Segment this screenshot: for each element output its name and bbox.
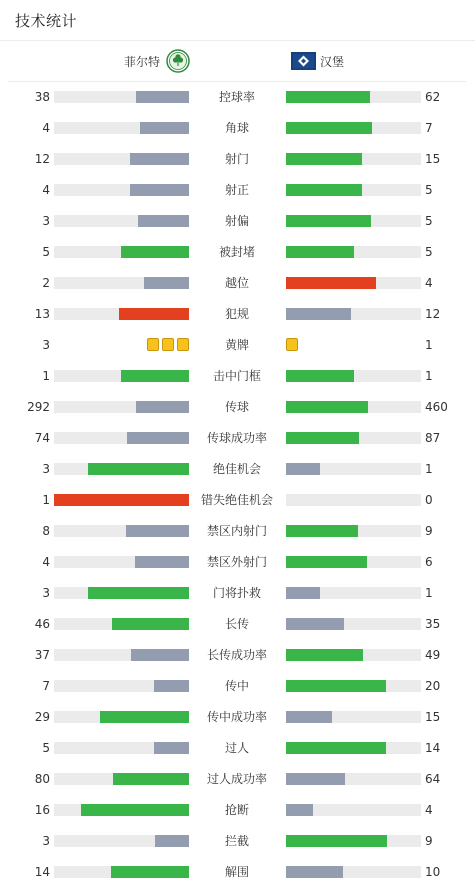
stat-row: [0, 81, 475, 112]
yellow-card-icon: [177, 338, 189, 351]
away-bar-track: [286, 804, 421, 816]
away-stat-value: 5: [425, 245, 433, 259]
home-bar-fill: [121, 246, 189, 258]
away-bar-track: [286, 308, 421, 320]
stats-list: [0, 81, 475, 887]
away-bar-fill: [286, 742, 386, 754]
home-bar-fill: [81, 804, 189, 816]
away-bar-track: [286, 122, 421, 134]
away-bar-fill: [286, 618, 344, 630]
home-stat-value: 7: [42, 679, 50, 693]
stat-row: [0, 329, 475, 360]
stat-row: [0, 360, 475, 391]
home-stat-value: 3: [42, 586, 50, 600]
stat-label: 抢断: [224, 803, 249, 817]
away-stat-value: 64: [425, 772, 441, 786]
stat-label: 长传: [224, 617, 249, 631]
yellow-card-icon: [286, 338, 298, 351]
away-stat-value: 7: [425, 121, 433, 135]
away-bar-track: [286, 370, 421, 382]
home-bar-fill: [131, 649, 189, 661]
home-bar-track: [54, 835, 189, 847]
home-bar-track: [54, 308, 189, 320]
away-bar-fill: [286, 773, 345, 785]
away-stat-value: 6: [425, 555, 433, 569]
title-bar: [0, 0, 475, 41]
home-stat-value: 4: [42, 183, 50, 197]
stat-label: 过人: [224, 741, 249, 755]
home-bar-fill: [138, 215, 189, 227]
yellow-card-icon: [162, 338, 174, 351]
home-team[interactable]: [124, 49, 190, 73]
home-stat-value: 1: [42, 493, 50, 507]
home-bar-track: [54, 711, 189, 723]
away-bar-fill: [286, 308, 351, 320]
away-bar-track: [286, 773, 421, 785]
away-stat-value: 460: [425, 400, 448, 414]
away-bar-fill: [286, 556, 367, 568]
stat-label: 被封堵: [218, 245, 255, 259]
stat-label: 犯规: [224, 307, 249, 321]
away-bar-track: [286, 463, 421, 475]
away-bar-fill: [286, 370, 354, 382]
away-bar-fill: [286, 91, 370, 103]
away-bar-track: [286, 680, 421, 692]
stat-row: [0, 484, 475, 515]
away-bar-track: [286, 835, 421, 847]
stat-row: [0, 174, 475, 205]
away-bar-track: [286, 184, 421, 196]
home-bar-fill: [100, 711, 189, 723]
home-stat-value: 3: [42, 834, 50, 848]
home-stat-value: 80: [34, 772, 50, 786]
away-bar-track: [286, 556, 421, 568]
home-bar-track: [54, 866, 189, 878]
home-bar-track: [54, 494, 189, 506]
stat-label: 越位: [224, 276, 249, 290]
home-bar-track: [54, 742, 189, 754]
away-stat-value: 9: [425, 524, 433, 538]
away-stat-value: 1: [425, 462, 433, 476]
away-stat-value: 20: [425, 679, 441, 693]
home-bar-fill: [136, 401, 189, 413]
home-bar-fill: [130, 153, 189, 165]
away-bar-track: [286, 246, 421, 258]
away-stat-value: 1: [425, 586, 433, 600]
home-bar-fill: [121, 370, 189, 382]
away-bar-fill: [286, 122, 372, 134]
stat-label: 禁区外射门: [206, 555, 267, 569]
away-bar-fill: [286, 866, 343, 878]
home-bar-fill: [155, 835, 189, 847]
away-bar-fill: [286, 525, 358, 537]
yellow-card-icon: [147, 338, 159, 351]
stat-row: [0, 670, 475, 701]
away-bar-track: [286, 432, 421, 444]
home-bar-fill: [135, 556, 189, 568]
away-bar-fill: [286, 649, 363, 661]
stat-row: [0, 701, 475, 732]
home-bar-track: [54, 246, 189, 258]
home-bar-fill: [88, 587, 189, 599]
home-stat-value: 29: [34, 710, 50, 724]
home-stat-value: 3: [42, 462, 50, 476]
away-stat-value: 14: [425, 741, 441, 755]
away-bar-fill: [286, 246, 354, 258]
stat-row: [0, 236, 475, 267]
home-bar-fill: [113, 773, 189, 785]
away-bar-track: [286, 742, 421, 754]
stat-row: [0, 794, 475, 825]
stat-row: [0, 143, 475, 174]
stat-label: 传球: [224, 400, 249, 414]
away-bar-fill: [286, 432, 359, 444]
away-stat-value: 10: [425, 865, 441, 879]
home-bar-track: [54, 122, 189, 134]
away-bar-track: [286, 866, 421, 878]
home-stat-value: 16: [34, 803, 50, 817]
away-bar-track: [286, 649, 421, 661]
stat-label: 门将扑救: [212, 586, 261, 600]
home-bar-fill: [88, 463, 189, 475]
away-team-name: 汉堡: [320, 54, 345, 69]
stat-row: [0, 546, 475, 577]
away-bar-track: [286, 525, 421, 537]
stat-row: [0, 298, 475, 329]
home-stat-value: 37: [34, 648, 50, 662]
home-bar-fill: [127, 432, 189, 444]
home-stat-value: 3: [42, 338, 50, 352]
home-stat-value: 5: [42, 245, 50, 259]
stat-label: 控球率: [218, 90, 255, 104]
away-stat-value: 1: [425, 338, 433, 352]
away-bar-fill: [286, 680, 386, 692]
stat-label: 错失绝佳机会: [200, 493, 273, 507]
home-stat-value: 46: [34, 617, 50, 631]
home-bar-fill: [126, 525, 189, 537]
stat-row: [0, 391, 475, 422]
home-bar-track: [54, 370, 189, 382]
home-bar-fill: [136, 91, 189, 103]
stat-row: [0, 515, 475, 546]
home-bar-fill: [112, 618, 189, 630]
home-bar-track: [54, 91, 189, 103]
home-team-logo-icon: [166, 49, 190, 73]
home-bar-fill: [140, 122, 189, 134]
home-stat-value: 14: [34, 865, 50, 879]
away-stat-value: 49: [425, 648, 441, 662]
home-bar-fill: [111, 866, 189, 878]
away-stat-value: 9: [425, 834, 433, 848]
away-bar-track: [286, 711, 421, 723]
stat-row: [0, 763, 475, 794]
away-stat-value: 62: [425, 90, 441, 104]
away-bar-track: [286, 618, 421, 630]
home-stat-value: 5: [42, 741, 50, 755]
stat-label: 击中门框: [212, 369, 261, 383]
stat-row: [0, 856, 475, 887]
stat-label: 角球: [224, 121, 249, 135]
away-team-logo-icon: [291, 52, 316, 70]
stat-row: [0, 825, 475, 856]
away-bar-fill: [286, 153, 362, 165]
home-yellow-cards: [147, 338, 189, 351]
away-bar-track: [286, 494, 421, 506]
away-bar-fill: [286, 463, 320, 475]
home-stat-value: 2: [42, 276, 50, 290]
stat-row: [0, 112, 475, 143]
away-bar-fill: [286, 835, 387, 847]
home-stat-value: 12: [34, 152, 50, 166]
home-stat-value: 74: [34, 431, 50, 445]
stat-label: 拦截: [224, 834, 249, 848]
home-bar-track: [54, 463, 189, 475]
away-stat-value: 15: [425, 152, 441, 166]
away-bar-fill: [286, 587, 320, 599]
away-stat-value: 5: [425, 183, 433, 197]
stat-row: [0, 608, 475, 639]
stat-label: 传中: [224, 679, 249, 693]
away-bar-fill: [286, 277, 376, 289]
home-bar-track: [54, 556, 189, 568]
home-bar-track: [54, 773, 189, 785]
home-stat-value: 292: [27, 400, 50, 414]
stat-row: [0, 267, 475, 298]
stat-row: [0, 422, 475, 453]
home-bar-track: [54, 215, 189, 227]
away-bar-track: [286, 587, 421, 599]
teams-header: [8, 41, 466, 82]
away-team[interactable]: [291, 52, 344, 70]
stat-row: [0, 205, 475, 236]
away-bar-fill: [286, 215, 371, 227]
home-bar-track: [54, 649, 189, 661]
home-bar-track: [54, 587, 189, 599]
home-stat-value: 38: [34, 90, 50, 104]
away-stat-value: 5: [425, 214, 433, 228]
page-title: 技术统计: [15, 11, 78, 30]
away-bar-track: [286, 153, 421, 165]
away-bar-track: [286, 215, 421, 227]
away-stat-value: 4: [425, 803, 433, 817]
stat-label: 传球成功率: [206, 431, 267, 445]
away-bar-fill: [286, 184, 362, 196]
away-bar-fill: [286, 804, 313, 816]
stat-label: 射门: [224, 152, 249, 166]
stat-row: [0, 639, 475, 670]
stat-label: 射正: [224, 183, 249, 197]
stat-label: 传中成功率: [206, 710, 267, 724]
home-bar-fill: [144, 277, 189, 289]
home-bar-fill: [130, 184, 189, 196]
away-bar-track: [286, 91, 421, 103]
home-bar-track: [54, 804, 189, 816]
stat-label: 解围: [224, 865, 249, 879]
home-team-name: 菲尔特: [123, 54, 160, 69]
home-stat-value: 4: [42, 121, 50, 135]
home-bar-fill: [154, 742, 189, 754]
home-bar-track: [54, 153, 189, 165]
home-stat-value: 4: [42, 555, 50, 569]
home-bar-track: [54, 184, 189, 196]
home-bar-track: [54, 277, 189, 289]
away-yellow-cards: [286, 338, 298, 351]
away-bar-fill: [286, 711, 332, 723]
home-stat-value: 3: [42, 214, 50, 228]
away-stat-value: 15: [425, 710, 441, 724]
away-stat-value: 0: [425, 493, 433, 507]
away-bar-fill: [286, 401, 368, 413]
home-stat-value: 1: [42, 369, 50, 383]
home-bar-track: [54, 432, 189, 444]
away-bar-track: [286, 401, 421, 413]
stat-label: 射偏: [224, 214, 249, 228]
stat-row: [0, 577, 475, 608]
home-stat-value: 13: [34, 307, 50, 321]
home-bar-fill: [119, 308, 189, 320]
home-bar-fill: [154, 680, 189, 692]
stat-label: 黄牌: [224, 338, 249, 352]
away-stat-value: 1: [425, 369, 433, 383]
home-bar-track: [54, 401, 189, 413]
stat-label: 长传成功率: [206, 648, 267, 662]
stat-label: 禁区内射门: [206, 524, 267, 538]
away-bar-track: [286, 277, 421, 289]
away-stat-value: 35: [425, 617, 441, 631]
home-stat-value: 8: [42, 524, 50, 538]
stat-label: 绝佳机会: [212, 462, 261, 476]
stat-row: [0, 732, 475, 763]
away-stat-value: 4: [425, 276, 433, 290]
home-bar-track: [54, 680, 189, 692]
away-stat-value: 87: [425, 431, 441, 445]
home-bar-track: [54, 618, 189, 630]
home-bar-track: [54, 525, 189, 537]
home-bar-fill: [54, 494, 189, 506]
away-stat-value: 12: [425, 307, 441, 321]
stat-row: [0, 453, 475, 484]
stat-label: 过人成功率: [206, 772, 267, 786]
